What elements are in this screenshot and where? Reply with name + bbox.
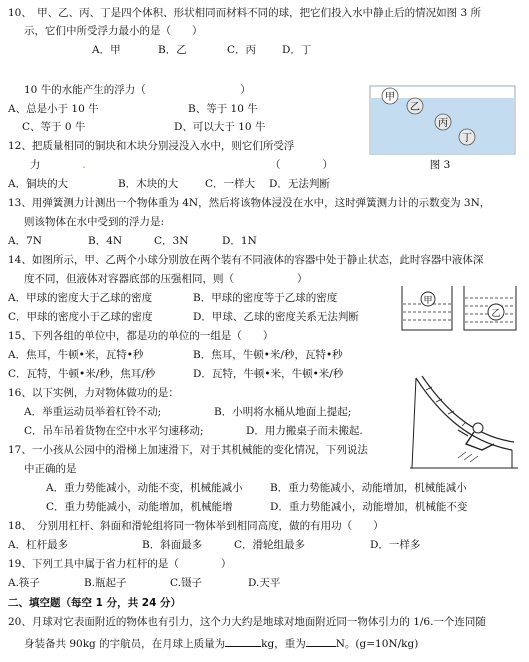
q11-option-a: A、总是小于 10 牛	[8, 103, 99, 115]
q13-stem: 13、用弹簧测力计测出一个物体重为 4N，然后将该物体浸没在水中，这时弹簧测力计的示数变为 3N，	[8, 197, 491, 209]
q14-option-c: C．甲球的密度小于乙球的密度	[8, 311, 153, 323]
q18-option-d: D．一样多	[370, 539, 421, 551]
q11-option-d: D、可以大于 10 牛	[174, 121, 266, 133]
ball-jia-label: 甲	[385, 92, 395, 103]
q14-stem: 14、如图所示，甲、乙两个小球分别放在两个装有不同液体的容器中处于静止状态，此时容器中液体深	[8, 254, 484, 266]
q20-stem: 20、月球对它表面附近的物体也有引力，这个力大约是地球对地面附近同一物体引力的 1/6.一个连同随	[8, 616, 486, 628]
q14-option-d: D．甲球、乙球的密度关系无法判断	[193, 311, 359, 323]
q17-option-c: C．重力势能减小，动能增加，机械能增	[46, 501, 233, 513]
q13-stem2: 则该物体在水中受到的浮力是:	[24, 216, 165, 228]
q17-option-b: B．重力势能减小，动能增加，机械能减小	[270, 482, 467, 494]
child-head	[473, 423, 483, 433]
figure-3-tank	[368, 84, 518, 172]
q17-stem: 17、一小孩从公园中的滑梯上加速滑下，对于其机械能的变化情况，下列说法	[8, 444, 368, 456]
q14-ball-jia-label: 甲	[423, 296, 433, 306]
q17-option-d: D．重力势能减小，动能增加，机械能不变	[270, 501, 468, 513]
q10-option-b: B．乙	[158, 44, 187, 56]
q16-option-a: A．举重运动员举着杠铃不动;	[24, 406, 162, 418]
q12-stem: 12、把质量相同的铜块和木块分别浸没入水中，则它们所受浮	[8, 140, 295, 152]
q18-option-b: B．斜面最多	[142, 539, 203, 551]
q14-option-b: B．甲球的密度等于乙球的密度	[193, 292, 338, 304]
q13-option-c: C．3N	[154, 235, 189, 247]
q11-option-b: B、等于 10 牛	[188, 103, 258, 115]
q12-stem2: 力	[30, 159, 41, 171]
q15-option-a: A．焦耳，牛顿•米，瓦特•秒	[8, 349, 144, 361]
q19-option-b: B.瓶起子	[84, 577, 127, 589]
q16-option-c: C．吊车吊着货物在空中水平匀速移动;	[24, 425, 204, 437]
q11-stem: 10 牛的水能产生的浮力（ ）	[24, 84, 251, 96]
q16-option-d: D．用力搬桌子而未搬起.	[246, 425, 363, 437]
ball-ding-label: 丁	[462, 133, 472, 144]
q10-stem: 10、 甲、乙、丙、丁是四个体积、形状相同而材料不同的球，把它们投入水中静止后的情况如图 3 所	[8, 7, 481, 19]
q20-blank-weight[interactable]	[306, 636, 336, 647]
q15-option-d: D．瓦特，牛顿•米，牛顿•米/秒	[193, 368, 344, 380]
q14-option-a: A．甲球的密度大于乙球的密度	[8, 292, 153, 304]
q20-stem2	[24, 636, 418, 651]
q11-option-c: C、等于 0 牛	[22, 121, 86, 133]
q18-option-c: C．滑轮组最多	[234, 539, 306, 551]
q12-dot: .	[82, 157, 86, 171]
section-2-title: 二、填空题（每空 1 分，共 24 分）	[8, 597, 182, 609]
q13-option-b: B．4N	[88, 235, 123, 247]
figure-3-caption: 图 3	[429, 159, 451, 171]
q16-option-b: B．小明将水桶从地面上提起;	[214, 406, 352, 418]
ball-yi-label: 乙	[410, 102, 420, 113]
q12-option-c: C．一样大	[205, 178, 256, 190]
q20-stem2-b: kg，重为	[261, 638, 306, 650]
q14-stem2: 度不同，但液体对容器底部的压强相同，则（ ）	[24, 273, 308, 285]
q18-option-a: A．杠杆最多	[8, 539, 69, 551]
q17-option-a: A．重力势能减小，动能不变，机械能减小	[46, 482, 243, 494]
q20-stem2-a: 身装备共 90kg 的宇航员，在月球上质量为	[24, 638, 226, 650]
q13-option-d: D．1N	[222, 235, 257, 247]
q13-option-a: A．7N	[8, 235, 42, 247]
q10-option-a: A．甲	[92, 44, 121, 56]
q10-option-d: D．丁	[282, 44, 312, 56]
ball-bing-label: 丙	[438, 118, 448, 129]
q19-option-a: A.筷子	[8, 577, 40, 589]
q15-option-b: B．焦耳，牛顿•米/秒，瓦特•秒	[193, 349, 343, 361]
q16-stem: 16、以下实例，力对物体做功的是：	[8, 387, 179, 399]
q14-ball-yi-label: 乙	[491, 309, 501, 319]
q10-stem2: 示，它们中所受浮力最小的是（ ）	[24, 25, 203, 37]
q12-paren: （ ）	[270, 159, 333, 171]
q10-option-c: C．丙	[227, 44, 257, 56]
q14-figure-containers	[398, 282, 522, 334]
q20-stem2-c: N。(g=10N/kg)	[335, 638, 419, 650]
slide-figure	[408, 372, 520, 472]
q17-stem2: 中正确的是	[24, 463, 77, 475]
q19-stem: 19、下列工具中属于省力杠杆的是（ ）	[8, 558, 232, 570]
q12-option-a: A．铜块的大	[8, 178, 69, 190]
q19-option-d: D.天平	[248, 577, 281, 589]
q15-option-c: C．瓦特，牛顿•米/秒，焦耳/秒	[8, 368, 156, 380]
q20-blank-mass[interactable]	[225, 636, 261, 647]
q18-stem: 18、 分别用杠杆、斜面和滑轮组将同一物体举到相同高度，做的有用功（ ）	[8, 520, 384, 532]
q19-option-c: C.镊子	[170, 577, 202, 589]
q12-option-b: B．木块的大	[118, 178, 179, 190]
q15-stem: 15、下列各组的单位中，都是功的单位的一组是（ ）	[8, 330, 274, 342]
q12-option-d: D．无法判断	[269, 178, 330, 190]
